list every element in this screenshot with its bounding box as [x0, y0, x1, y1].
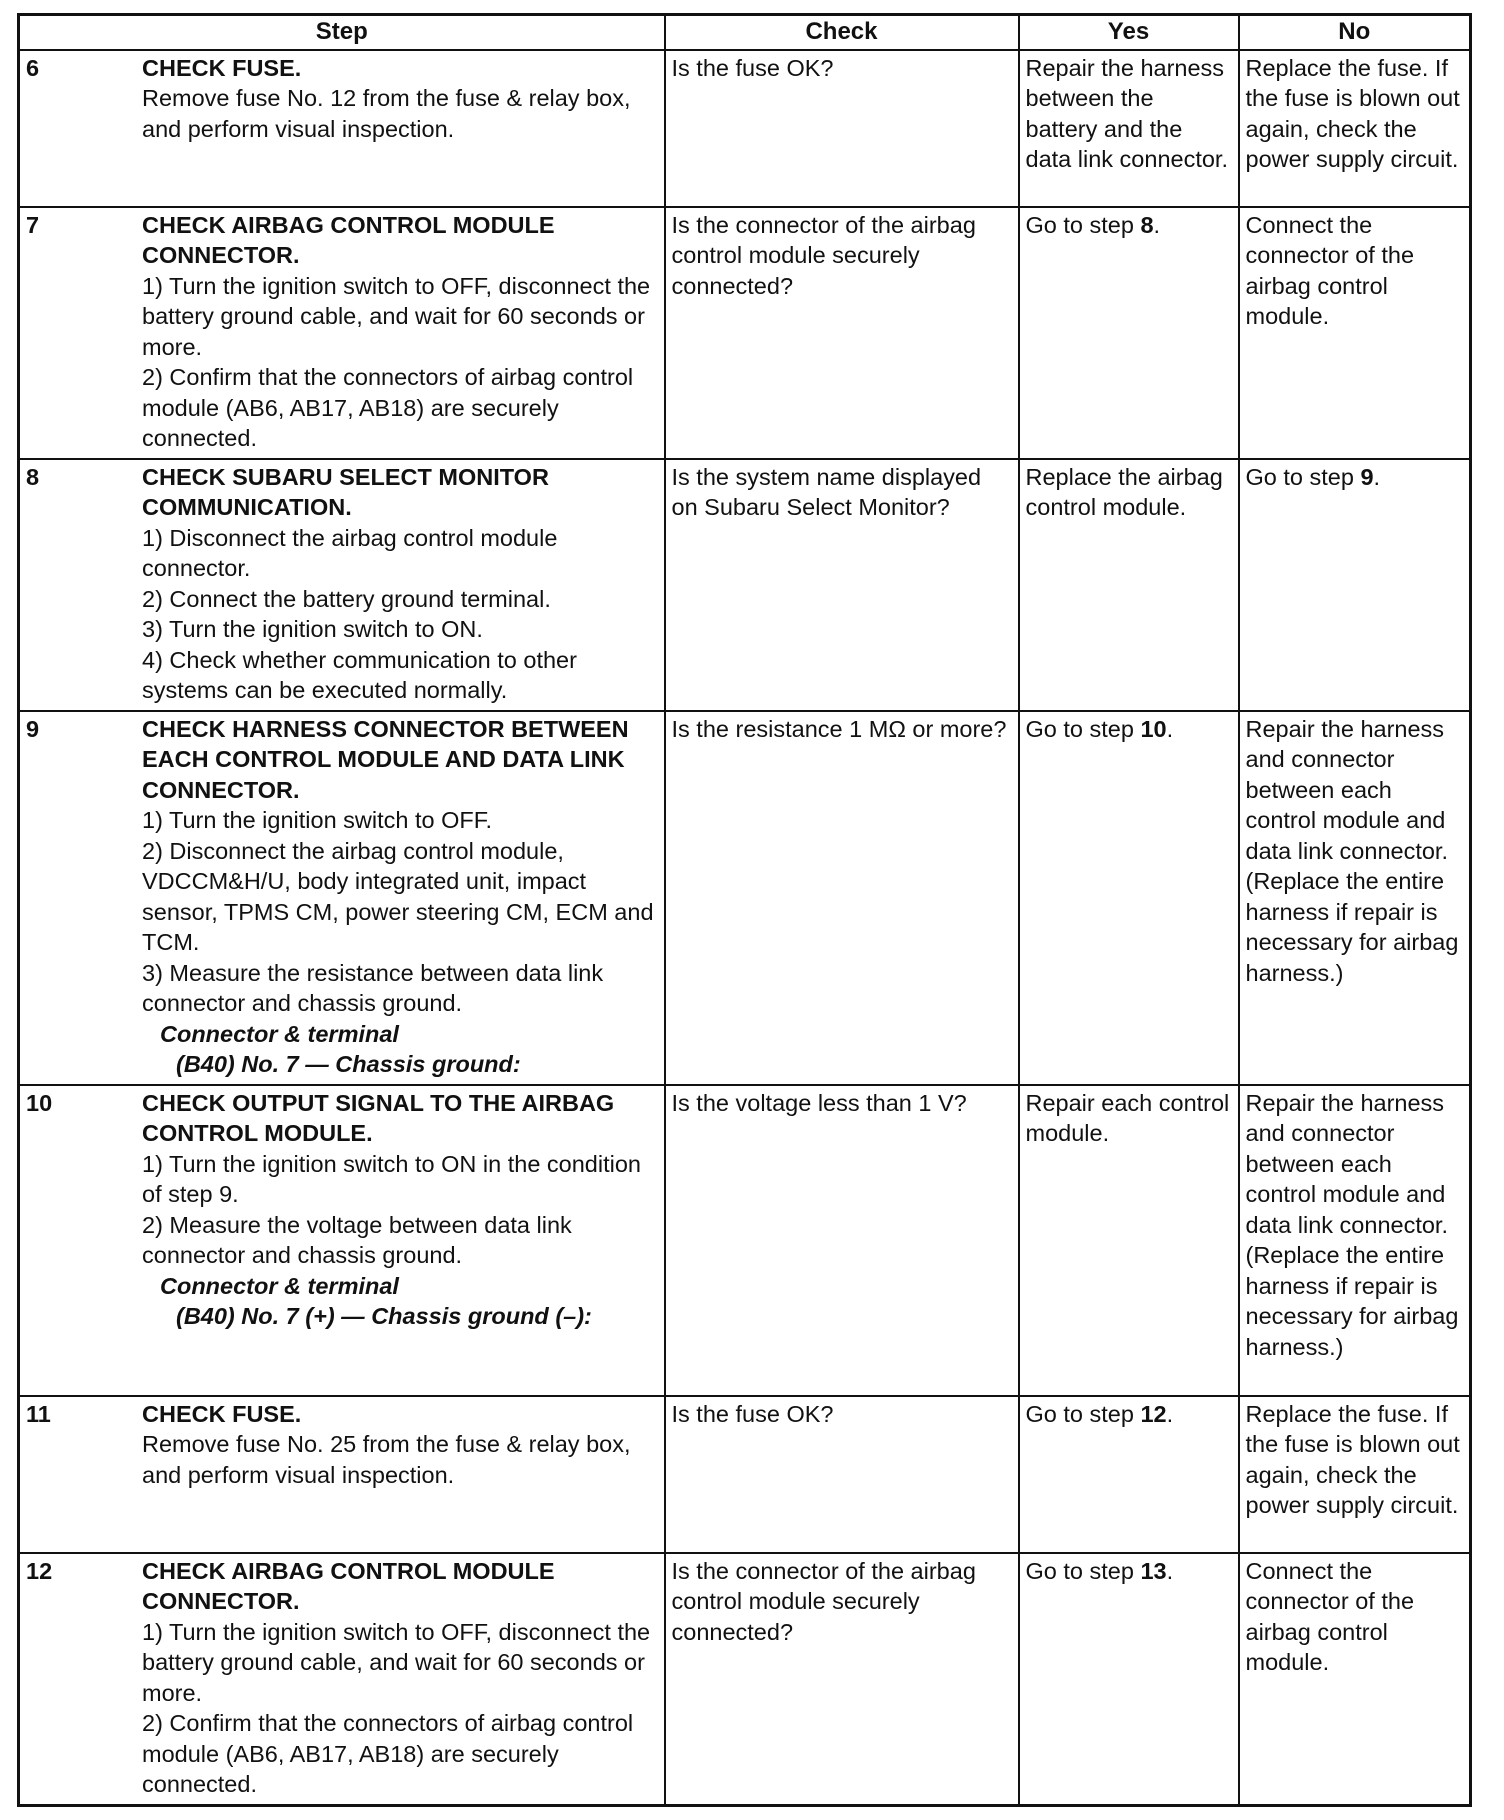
goto-step-number: 10: [1140, 715, 1167, 742]
yes-cell: [1019, 207, 1239, 459]
table-row: [19, 1553, 1471, 1806]
goto-text: Go to step: [1025, 211, 1141, 238]
step-number: 8: [26, 463, 40, 490]
header-step: Step: [19, 15, 665, 50]
diagnostic-procedure-sheet: [17, 13, 1469, 1807]
check-cell: Is the system name displayed on Subaru Select Monitor?: [665, 459, 1019, 711]
step-instruction: 2) Measure the voltage between data link connector and chassis ground.: [142, 1211, 572, 1268]
no-cell: Replace the fuse. If the fuse is blown out again, check the power supply circuit.: [1239, 1396, 1471, 1553]
no-cell: [1239, 459, 1471, 711]
goto-text: Go to step: [1025, 715, 1141, 742]
check-cell: Is the fuse OK?: [665, 50, 1019, 207]
step-title: CHECK FUSE.: [142, 54, 302, 81]
no-cell: Connect the connector of the airbag control module.: [1239, 1553, 1471, 1806]
table-row: [19, 711, 1471, 1085]
no-cell: Replace the fuse. If the fuse is blown out again, check the power supply circuit.: [1239, 50, 1471, 207]
no-cell: Repair the harness and connector between each control module and data link connector. (Replace the entire harness if repair is necessary for airbag harness.): [1239, 711, 1471, 1085]
table-row: [19, 1085, 1471, 1396]
no-cell: Connect the connector of the airbag control module.: [1239, 207, 1471, 459]
step-number: 10: [26, 1089, 53, 1116]
step-instruction: 1) Disconnect the airbag control module connector.: [142, 524, 558, 581]
step-number: 6: [26, 54, 40, 81]
step-instruction: 1) Turn the ignition switch to OFF, disconnect the battery ground cable, and wait for 60 seconds or more.: [142, 1618, 651, 1706]
goto-text: Go to step: [1025, 1557, 1141, 1584]
connector-terminal-value: (B40) No. 7 (+) — Chassis ground (–):: [176, 1303, 592, 1329]
yes-cell: Repair the harness between the battery and the data link connector.: [1019, 50, 1239, 207]
step-cell: [19, 1396, 665, 1553]
goto-step-number: 13: [1140, 1557, 1167, 1584]
goto-punct: .: [1373, 463, 1381, 490]
check-cell: Is the resistance 1 MΩ or more?: [665, 711, 1019, 1085]
diagnostic-table: [17, 13, 1472, 1807]
step-instruction: 3) Turn the ignition switch to ON.: [142, 616, 483, 642]
step-instruction: Remove fuse No. 25 from the fuse & relay box, and perform visual inspection.: [142, 1431, 631, 1488]
goto-text: Go to step: [1025, 1400, 1141, 1427]
yes-cell: [1019, 711, 1239, 1085]
step-instruction: 2) Confirm that the connectors of airbag control module (AB6, AB17, AB18) are securely connected.: [142, 1710, 634, 1797]
goto-punct: .: [1166, 1557, 1174, 1584]
step-number: 12: [26, 1557, 53, 1584]
table-header-row: [19, 15, 1471, 50]
no-cell: Repair the harness and connector between each control module and data link connector. (Replace the entire harness if repair is necessary for airbag harness.): [1239, 1085, 1471, 1396]
check-cell: Is the fuse OK?: [665, 1396, 1019, 1553]
step-cell: [19, 1085, 665, 1396]
step-cell: [19, 1553, 665, 1806]
table-row: [19, 459, 1471, 711]
step-number: 11: [26, 1400, 51, 1427]
step-cell: [19, 711, 665, 1085]
connector-terminal-label: Connector & terminal: [160, 1020, 399, 1047]
yes-cell: [1019, 1396, 1239, 1553]
step-instruction: Remove fuse No. 12 from the fuse & relay box, and perform visual inspection.: [142, 85, 631, 142]
table-row: [19, 1396, 1471, 1553]
connector-terminal-label: Connector & terminal: [160, 1272, 399, 1299]
goto-text: Go to step: [1245, 463, 1361, 490]
step-cell: [19, 50, 665, 207]
goto-step-number: 12: [1140, 1400, 1167, 1427]
goto-step-number: 9: [1360, 463, 1374, 490]
step-instruction: 3) Measure the resistance between data link connector and chassis ground.: [142, 959, 604, 1016]
check-cell: Is the connector of the airbag control module securely connected?: [665, 1553, 1019, 1806]
step-title: CHECK AIRBAG CONTROL MODULE CONNECTOR.: [142, 211, 555, 268]
step-instruction: 1) Turn the ignition switch to OFF.: [142, 807, 493, 833]
step-title: CHECK AIRBAG CONTROL MODULE CONNECTOR.: [142, 1557, 555, 1614]
step-instruction: 2) Disconnect the airbag control module, VDCCM&H/U, body integrated unit, impact sensor, TPMS CM, power steering CM, ECM and TCM.: [142, 837, 654, 955]
step-instruction: 1) Turn the ignition switch to ON in the condition of step 9.: [142, 1150, 641, 1207]
step-cell: [19, 459, 665, 711]
yes-cell: Repair each control module.: [1019, 1085, 1239, 1396]
step-instruction: 2) Connect the battery ground terminal.: [142, 585, 551, 612]
table-row: [19, 207, 1471, 459]
step-number: 9: [26, 715, 40, 742]
yes-cell: [1019, 1553, 1239, 1806]
yes-cell: Replace the airbag control module.: [1019, 459, 1239, 711]
goto-punct: .: [1166, 1400, 1174, 1427]
step-title: CHECK HARNESS CONNECTOR BETWEEN EACH CONTROL MODULE AND DATA LINK CONNECTOR.: [142, 715, 629, 803]
header-check: Check: [665, 15, 1019, 50]
table-row: [19, 50, 1471, 207]
header-no: No: [1239, 15, 1471, 50]
check-cell: Is the voltage less than 1 V?: [665, 1085, 1019, 1396]
goto-punct: .: [1153, 211, 1161, 238]
step-title: CHECK SUBARU SELECT MONITOR COMMUNICATION.: [142, 463, 549, 520]
step-instruction: 4) Check whether communication to other systems can be executed normally.: [142, 646, 577, 703]
step-number: 7: [26, 211, 40, 238]
goto-punct: .: [1166, 715, 1174, 742]
step-instruction: 1) Turn the ignition switch to OFF, disconnect the battery ground cable, and wait for 60 seconds or more.: [142, 272, 651, 360]
connector-terminal-value: (B40) No. 7 — Chassis ground:: [176, 1051, 521, 1077]
step-instruction: 2) Confirm that the connectors of airbag control module (AB6, AB17, AB18) are securely connected.: [142, 364, 634, 451]
step-title: CHECK OUTPUT SIGNAL TO THE AIRBAG CONTROL MODULE.: [142, 1089, 615, 1146]
check-cell: Is the connector of the airbag control module securely connected?: [665, 207, 1019, 459]
header-yes: Yes: [1019, 15, 1239, 50]
step-cell: [19, 207, 665, 459]
goto-step-number: 8: [1140, 211, 1154, 238]
step-title: CHECK FUSE.: [142, 1400, 302, 1427]
